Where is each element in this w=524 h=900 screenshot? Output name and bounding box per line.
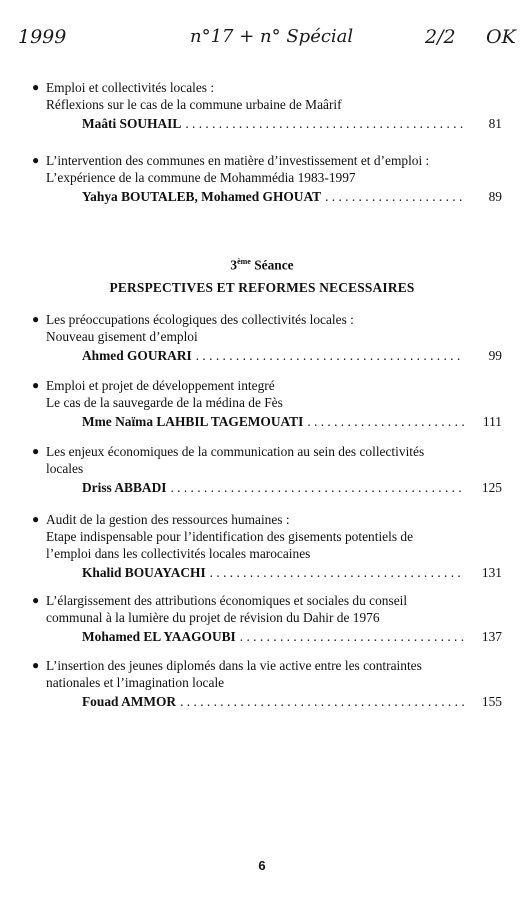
entry-author-row xyxy=(32,115,502,132)
bullet-icon: ● xyxy=(32,658,40,672)
entry-author-row xyxy=(32,479,502,496)
bullet-icon: ● xyxy=(32,378,40,392)
bullet-icon: ● xyxy=(32,593,40,607)
toc-entry xyxy=(32,377,502,430)
session-heading: 3ème Séance xyxy=(230,257,294,273)
entry-title-line: Nouveau gisement d’emploi xyxy=(46,329,198,344)
entry-author: Maâti SOUHAIL xyxy=(82,116,182,131)
entry-author-row xyxy=(32,188,502,205)
entry-page-number: 89 xyxy=(488,189,502,204)
footer-page-number: 6 xyxy=(258,858,266,873)
entry-title-line: ● L’élargissement des attributions économiques et sociales du conseil xyxy=(32,593,408,608)
entry-author-row xyxy=(32,413,502,430)
entry-author-row xyxy=(32,347,502,364)
entry-title-line: communal à la lumière du projet de révision du Dahir de 1976 xyxy=(46,610,380,625)
entry-author: Driss ABBADI xyxy=(82,480,167,495)
entry-author: Yahya BOUTALEB, Mohamed GHOUAT xyxy=(82,189,322,204)
entry-title-line: ● L’intervention des communes en matière d’investissement et d’emploi : xyxy=(32,153,430,168)
dot-leader xyxy=(180,693,464,710)
entry-author: Mohamed EL YAAGOUBI xyxy=(82,629,236,644)
handwritten-ok-mark: OK xyxy=(486,26,516,48)
entry-title-line: l’emploi dans les collectivités locales marocaines xyxy=(46,546,311,561)
entry-title-line: ● Les préoccupations écologiques des collectivités locales : xyxy=(32,312,354,327)
entry-title-line: ● Emploi et collectivités locales : xyxy=(32,80,215,95)
bullet-icon: ● xyxy=(32,153,40,167)
session-subtitle: PERSPECTIVES ET REFORMES NECESSAIRES xyxy=(109,280,415,295)
entry-page-number: 111 xyxy=(482,414,502,429)
entry-author: Ahmed GOURARI xyxy=(82,348,192,363)
bullet-icon: ● xyxy=(32,444,40,458)
entry-page-number: 81 xyxy=(488,116,502,131)
toc-entry xyxy=(32,592,502,645)
dot-leader xyxy=(325,188,464,205)
entry-page-number: 155 xyxy=(481,694,502,709)
entry-title-line: ● Les enjeux économiques de la communication au sein des collectivités xyxy=(32,444,425,459)
dot-leader xyxy=(170,479,464,496)
toc-entry xyxy=(32,443,502,496)
entry-page-number: 131 xyxy=(481,565,502,580)
dot-leader xyxy=(185,115,464,132)
entry-page-number: 125 xyxy=(481,480,502,495)
entry-title-line: locales xyxy=(46,461,84,476)
entry-page-number: 99 xyxy=(488,348,502,363)
entry-title-line: L’expérience de la commune de Mohammédia 1983-1997 xyxy=(46,170,356,185)
entry-title-line: nationales et l’imagination locale xyxy=(46,675,225,690)
toc-entry xyxy=(32,657,502,710)
bullet-icon: ● xyxy=(32,512,40,526)
entry-title-line: ● L’insertion des jeunes diplomés dans la vie active entre les contraintes xyxy=(32,658,422,673)
toc-entry xyxy=(32,152,502,205)
entry-author-row xyxy=(32,564,502,581)
bullet-icon: ● xyxy=(32,80,40,94)
toc-entry xyxy=(32,511,502,581)
toc-entry xyxy=(32,311,502,364)
entry-author-row xyxy=(32,628,502,645)
dot-leader xyxy=(307,413,464,430)
dot-leader xyxy=(240,628,464,645)
entry-title-line: Etape indispensable pour l’identification des gisements potentiels de xyxy=(46,529,414,544)
entry-author: Fouad AMMOR xyxy=(82,694,177,709)
entry-title-line: Le cas de la sauvegarde de la médina de Fès xyxy=(46,395,283,410)
handwritten-part-note: 2/2 xyxy=(425,26,456,48)
entry-title-line: Réflexions sur le cas de la commune urbaine de Maârif xyxy=(46,97,342,112)
entry-page-number: 137 xyxy=(481,629,502,644)
entry-title-line: ● Audit de la gestion des ressources humaines : xyxy=(32,512,290,527)
entry-author: Mme Naïma LAHBIL TAGEMOUATI xyxy=(82,414,304,429)
entry-author-row xyxy=(32,693,502,710)
bullet-icon: ● xyxy=(32,312,40,326)
handwritten-year: 1999 xyxy=(18,26,67,48)
entry-title-line: ● Emploi et projet de développement integré xyxy=(32,378,275,393)
dot-leader xyxy=(196,347,464,364)
entry-author: Khalid BOUAYACHI xyxy=(82,565,206,580)
dot-leader xyxy=(210,564,464,581)
toc-entry xyxy=(32,79,502,132)
handwritten-issue-note: n°17 + n° Spécial xyxy=(190,26,354,47)
